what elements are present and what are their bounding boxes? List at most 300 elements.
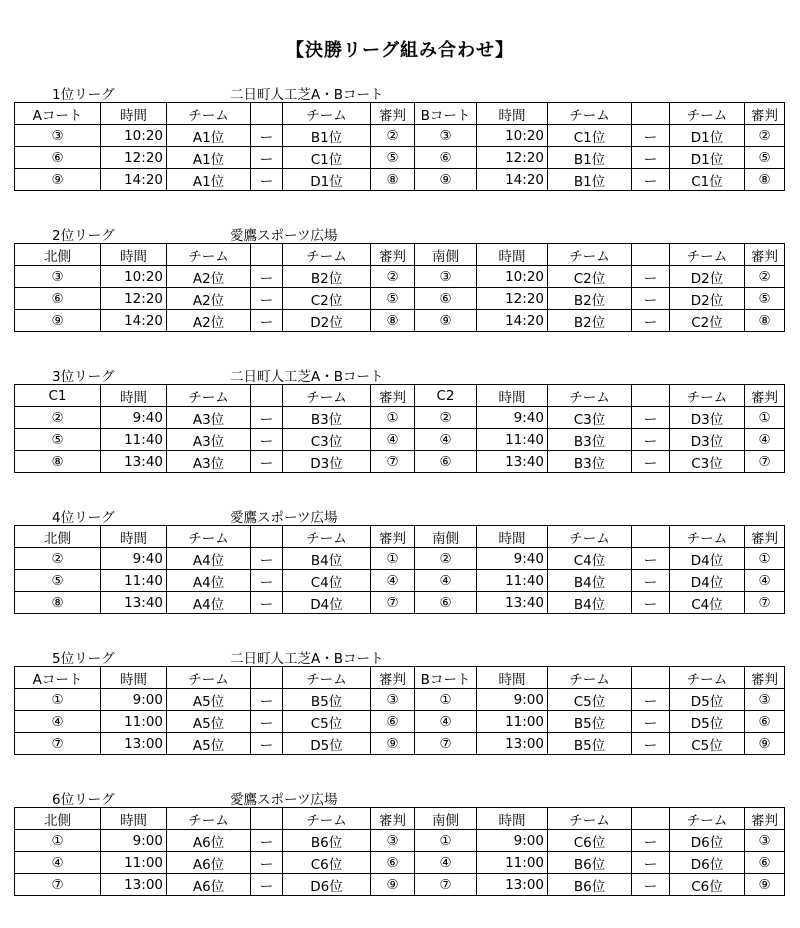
- match-cell: ④: [745, 570, 785, 592]
- time-cell: 12:20: [477, 147, 548, 169]
- venue-label: 愛鷹スポーツ広場: [230, 510, 338, 526]
- match-cell: ⑧: [371, 169, 415, 191]
- header-cell: 南側: [415, 244, 477, 266]
- match-cell: ー: [632, 548, 670, 570]
- header-cell: チーム: [167, 526, 251, 548]
- header-cell: 時間: [477, 808, 548, 830]
- schedule-table: [14, 102, 785, 191]
- match-cell: ー: [251, 592, 283, 614]
- time-cell: 11:40: [477, 570, 548, 592]
- match-row: [15, 874, 785, 896]
- time-cell: 11:00: [101, 852, 167, 874]
- match-cell: ⑦: [15, 874, 101, 896]
- match-cell: ⑧: [745, 169, 785, 191]
- match-cell: ④: [415, 429, 477, 451]
- header-cell: [632, 667, 670, 689]
- match-cell: D5位: [283, 733, 371, 755]
- match-cell: ③: [745, 689, 785, 711]
- header-cell: チーム: [670, 667, 745, 689]
- match-cell: B3位: [548, 429, 632, 451]
- match-cell: A4位: [167, 570, 251, 592]
- header-cell: [251, 667, 283, 689]
- match-cell: D4位: [670, 570, 745, 592]
- league-title: 5位リーグ: [52, 651, 115, 667]
- match-cell: ー: [632, 874, 670, 896]
- match-cell: C3位: [670, 451, 745, 473]
- match-cell: ー: [251, 310, 283, 332]
- header-cell: 南側: [415, 526, 477, 548]
- match-cell: ⑦: [745, 451, 785, 473]
- header-cell: 審判: [745, 385, 785, 407]
- match-cell: ③: [15, 125, 101, 147]
- header-cell: Bコート: [415, 103, 477, 125]
- match-cell: ⑤: [745, 288, 785, 310]
- match-cell: ⑤: [371, 288, 415, 310]
- header-cell: チーム: [548, 385, 632, 407]
- header-cell: 時間: [101, 667, 167, 689]
- match-cell: ー: [251, 689, 283, 711]
- venue-label: 二日町人工芝A・Bコート: [230, 369, 384, 385]
- match-cell: ー: [632, 689, 670, 711]
- time-cell: 11:00: [477, 711, 548, 733]
- match-cell: B6位: [283, 830, 371, 852]
- match-cell: ①: [371, 548, 415, 570]
- header-cell: 審判: [745, 526, 785, 548]
- time-cell: 11:40: [101, 570, 167, 592]
- time-cell: 14:20: [477, 169, 548, 191]
- header-cell: [251, 808, 283, 830]
- venue-label: 愛鷹スポーツ広場: [230, 792, 338, 808]
- match-cell: ー: [632, 711, 670, 733]
- match-cell: ー: [251, 570, 283, 592]
- header-cell: [632, 385, 670, 407]
- match-row: [15, 125, 785, 147]
- match-cell: ④: [415, 711, 477, 733]
- match-cell: ②: [15, 548, 101, 570]
- match-row: [15, 548, 785, 570]
- match-cell: B4位: [548, 570, 632, 592]
- match-cell: ⑨: [745, 733, 785, 755]
- match-cell: A3位: [167, 407, 251, 429]
- league-block: [14, 503, 784, 614]
- match-cell: B1位: [548, 147, 632, 169]
- time-cell: 14:20: [477, 310, 548, 332]
- time-cell: 10:20: [477, 125, 548, 147]
- match-cell: C3位: [548, 407, 632, 429]
- match-cell: C1位: [283, 147, 371, 169]
- header-cell: チーム: [283, 808, 371, 830]
- match-cell: A4位: [167, 548, 251, 570]
- header-cell: 審判: [371, 385, 415, 407]
- header-cell: 北側: [15, 526, 101, 548]
- league-title: 2位リーグ: [52, 228, 115, 244]
- header-cell: 審判: [745, 244, 785, 266]
- time-cell: 9:00: [101, 689, 167, 711]
- match-cell: ⑤: [15, 429, 101, 451]
- header-cell: Aコート: [15, 103, 101, 125]
- match-cell: ⑤: [745, 147, 785, 169]
- header-cell: チーム: [283, 385, 371, 407]
- header-row: [15, 103, 785, 125]
- match-cell: B3位: [548, 451, 632, 473]
- match-cell: ⑦: [745, 592, 785, 614]
- header-cell: [632, 244, 670, 266]
- match-cell: D1位: [670, 147, 745, 169]
- match-cell: C6位: [670, 874, 745, 896]
- match-cell: ①: [745, 407, 785, 429]
- header-cell: C2: [415, 385, 477, 407]
- match-cell: ー: [632, 592, 670, 614]
- match-cell: ⑦: [371, 592, 415, 614]
- match-cell: ー: [632, 169, 670, 191]
- header-cell: [251, 103, 283, 125]
- match-cell: D5位: [670, 689, 745, 711]
- header-cell: 審判: [371, 526, 415, 548]
- match-cell: B4位: [283, 548, 371, 570]
- match-cell: A2位: [167, 310, 251, 332]
- match-cell: ⑥: [15, 288, 101, 310]
- header-cell: 南側: [415, 808, 477, 830]
- match-cell: ②: [371, 266, 415, 288]
- match-cell: ー: [632, 429, 670, 451]
- match-cell: D5位: [670, 711, 745, 733]
- time-cell: 14:20: [101, 169, 167, 191]
- match-cell: ⑤: [15, 570, 101, 592]
- match-cell: D2位: [670, 266, 745, 288]
- match-cell: ー: [251, 429, 283, 451]
- match-cell: ー: [632, 310, 670, 332]
- header-row: [15, 808, 785, 830]
- match-cell: ー: [251, 125, 283, 147]
- match-cell: A2位: [167, 266, 251, 288]
- match-cell: ④: [745, 429, 785, 451]
- match-cell: ③: [371, 830, 415, 852]
- league-heading: [14, 785, 784, 807]
- match-cell: D1位: [670, 125, 745, 147]
- time-cell: 13:00: [101, 733, 167, 755]
- match-cell: C5位: [670, 733, 745, 755]
- match-cell: ー: [632, 852, 670, 874]
- header-cell: 時間: [477, 244, 548, 266]
- league-heading: [14, 644, 784, 666]
- match-cell: ①: [371, 407, 415, 429]
- header-cell: 審判: [371, 808, 415, 830]
- match-cell: A5位: [167, 689, 251, 711]
- time-cell: 9:40: [101, 548, 167, 570]
- league-heading: [14, 503, 784, 525]
- match-cell: ③: [415, 125, 477, 147]
- match-row: [15, 288, 785, 310]
- match-cell: ⑧: [15, 592, 101, 614]
- time-cell: 12:20: [101, 147, 167, 169]
- match-cell: ⑨: [415, 169, 477, 191]
- match-cell: B2位: [548, 288, 632, 310]
- match-row: [15, 266, 785, 288]
- header-cell: 北側: [15, 244, 101, 266]
- header-cell: 時間: [101, 808, 167, 830]
- header-cell: チーム: [548, 808, 632, 830]
- match-cell: ①: [745, 548, 785, 570]
- schedule-table: [14, 243, 785, 332]
- header-row: [15, 385, 785, 407]
- match-cell: ー: [632, 830, 670, 852]
- match-cell: C2位: [548, 266, 632, 288]
- match-cell: C5位: [548, 689, 632, 711]
- match-cell: ⑨: [415, 310, 477, 332]
- match-row: [15, 169, 785, 191]
- header-cell: [251, 385, 283, 407]
- match-cell: ④: [415, 852, 477, 874]
- match-row: [15, 592, 785, 614]
- match-cell: ②: [371, 125, 415, 147]
- header-cell: 審判: [745, 667, 785, 689]
- time-cell: 13:40: [101, 592, 167, 614]
- match-cell: ⑥: [415, 288, 477, 310]
- match-cell: ー: [632, 451, 670, 473]
- match-cell: ②: [745, 125, 785, 147]
- time-cell: 12:20: [477, 288, 548, 310]
- header-row: [15, 667, 785, 689]
- header-cell: チーム: [670, 103, 745, 125]
- match-cell: ⑨: [15, 310, 101, 332]
- header-cell: チーム: [670, 526, 745, 548]
- match-cell: ⑧: [745, 310, 785, 332]
- match-cell: D3位: [670, 429, 745, 451]
- match-cell: D3位: [283, 451, 371, 473]
- time-cell: 11:00: [477, 852, 548, 874]
- match-cell: D2位: [670, 288, 745, 310]
- match-cell: D4位: [670, 548, 745, 570]
- header-cell: [632, 103, 670, 125]
- match-cell: ⑥: [371, 852, 415, 874]
- league-block: [14, 80, 784, 191]
- header-cell: 時間: [477, 667, 548, 689]
- match-cell: ー: [251, 852, 283, 874]
- match-cell: A4位: [167, 592, 251, 614]
- venue-label: 二日町人工芝A・Bコート: [230, 651, 384, 667]
- header-cell: 時間: [477, 385, 548, 407]
- header-cell: チーム: [283, 526, 371, 548]
- match-row: [15, 830, 785, 852]
- match-cell: ⑦: [371, 451, 415, 473]
- match-cell: ①: [415, 830, 477, 852]
- match-cell: ⑧: [371, 310, 415, 332]
- time-cell: 9:40: [477, 407, 548, 429]
- header-cell: 時間: [477, 526, 548, 548]
- header-cell: チーム: [283, 667, 371, 689]
- match-cell: C3位: [283, 429, 371, 451]
- time-cell: 11:40: [101, 429, 167, 451]
- league-block: [14, 221, 784, 332]
- time-cell: 10:20: [101, 125, 167, 147]
- match-cell: D4位: [283, 592, 371, 614]
- header-cell: チーム: [548, 244, 632, 266]
- league-title: 4位リーグ: [52, 510, 115, 526]
- match-cell: C1位: [548, 125, 632, 147]
- match-cell: ④: [15, 852, 101, 874]
- match-cell: D3位: [670, 407, 745, 429]
- league-title: 3位リーグ: [52, 369, 115, 385]
- match-cell: ⑧: [15, 451, 101, 473]
- header-cell: チーム: [283, 244, 371, 266]
- match-cell: B6位: [548, 874, 632, 896]
- match-cell: A6位: [167, 852, 251, 874]
- match-cell: ー: [632, 125, 670, 147]
- match-cell: ⑥: [15, 147, 101, 169]
- match-cell: ②: [415, 407, 477, 429]
- match-cell: ー: [251, 288, 283, 310]
- match-cell: C5位: [283, 711, 371, 733]
- match-row: [15, 711, 785, 733]
- match-cell: ⑦: [415, 874, 477, 896]
- match-cell: ②: [415, 548, 477, 570]
- match-cell: D1位: [283, 169, 371, 191]
- match-cell: C1位: [670, 169, 745, 191]
- match-cell: B3位: [283, 407, 371, 429]
- match-cell: ⑤: [371, 147, 415, 169]
- header-cell: チーム: [548, 667, 632, 689]
- venue-label: 愛鷹スポーツ広場: [230, 228, 338, 244]
- match-cell: ⑥: [371, 711, 415, 733]
- match-cell: ー: [251, 407, 283, 429]
- match-cell: ⑨: [371, 733, 415, 755]
- match-row: [15, 147, 785, 169]
- match-cell: D6位: [670, 852, 745, 874]
- match-cell: B1位: [548, 169, 632, 191]
- header-cell: [251, 244, 283, 266]
- match-cell: ④: [415, 570, 477, 592]
- header-cell: 審判: [371, 103, 415, 125]
- venue-label: 二日町人工芝A・Bコート: [230, 87, 384, 103]
- match-row: [15, 310, 785, 332]
- match-cell: C6位: [548, 830, 632, 852]
- time-cell: 13:00: [477, 874, 548, 896]
- header-cell: チーム: [283, 103, 371, 125]
- header-cell: 時間: [477, 103, 548, 125]
- match-cell: A1位: [167, 169, 251, 191]
- schedule-table: [14, 666, 785, 755]
- match-cell: C2位: [670, 310, 745, 332]
- match-row: [15, 451, 785, 473]
- match-cell: A5位: [167, 711, 251, 733]
- header-cell: チーム: [167, 808, 251, 830]
- league-block: [14, 644, 784, 755]
- header-cell: Aコート: [15, 667, 101, 689]
- schedule-table: [14, 807, 785, 896]
- time-cell: 13:00: [477, 733, 548, 755]
- match-cell: B4位: [548, 592, 632, 614]
- time-cell: 14:20: [101, 310, 167, 332]
- match-cell: ②: [15, 407, 101, 429]
- time-cell: 11:40: [477, 429, 548, 451]
- match-cell: ー: [632, 733, 670, 755]
- header-row: [15, 244, 785, 266]
- header-cell: 時間: [101, 103, 167, 125]
- match-cell: ④: [371, 429, 415, 451]
- match-cell: D2位: [283, 310, 371, 332]
- match-cell: ー: [251, 830, 283, 852]
- header-cell: 時間: [101, 244, 167, 266]
- header-cell: [632, 808, 670, 830]
- match-cell: ー: [251, 711, 283, 733]
- match-cell: ④: [371, 570, 415, 592]
- match-cell: A6位: [167, 830, 251, 852]
- league-heading: [14, 80, 784, 102]
- match-cell: D6位: [670, 830, 745, 852]
- header-cell: チーム: [670, 244, 745, 266]
- match-cell: A3位: [167, 429, 251, 451]
- league-title: 1位リーグ: [52, 87, 115, 103]
- match-row: [15, 733, 785, 755]
- match-cell: A1位: [167, 125, 251, 147]
- match-cell: B5位: [548, 733, 632, 755]
- time-cell: 10:20: [477, 266, 548, 288]
- match-cell: A6位: [167, 874, 251, 896]
- match-cell: ー: [251, 548, 283, 570]
- match-cell: ⑥: [415, 451, 477, 473]
- match-cell: B5位: [283, 689, 371, 711]
- league-heading: [14, 362, 784, 384]
- match-cell: ー: [632, 266, 670, 288]
- header-row: [15, 526, 785, 548]
- match-cell: ー: [251, 451, 283, 473]
- match-cell: C4位: [670, 592, 745, 614]
- match-cell: ー: [632, 570, 670, 592]
- match-cell: C2位: [283, 288, 371, 310]
- match-cell: A2位: [167, 288, 251, 310]
- match-cell: B6位: [548, 852, 632, 874]
- time-cell: 9:00: [101, 830, 167, 852]
- match-cell: ④: [15, 711, 101, 733]
- time-cell: 9:40: [101, 407, 167, 429]
- header-cell: チーム: [167, 385, 251, 407]
- header-cell: Bコート: [415, 667, 477, 689]
- time-cell: 9:40: [477, 548, 548, 570]
- match-cell: A1位: [167, 147, 251, 169]
- match-cell: ⑥: [415, 147, 477, 169]
- time-cell: 9:00: [477, 830, 548, 852]
- header-cell: チーム: [167, 244, 251, 266]
- header-cell: 審判: [371, 667, 415, 689]
- match-cell: ①: [415, 689, 477, 711]
- time-cell: 9:00: [477, 689, 548, 711]
- match-cell: ー: [251, 874, 283, 896]
- league-heading: [14, 221, 784, 243]
- match-cell: ①: [15, 830, 101, 852]
- header-cell: チーム: [670, 808, 745, 830]
- match-cell: C6位: [283, 852, 371, 874]
- header-cell: [632, 526, 670, 548]
- match-cell: ③: [15, 266, 101, 288]
- time-cell: 13:40: [101, 451, 167, 473]
- match-cell: ⑦: [415, 733, 477, 755]
- league-block: [14, 362, 784, 473]
- match-cell: ③: [415, 266, 477, 288]
- header-cell: 審判: [745, 808, 785, 830]
- match-cell: B2位: [283, 266, 371, 288]
- match-cell: ⑥: [745, 852, 785, 874]
- match-cell: C4位: [548, 548, 632, 570]
- page-title: 【決勝リーグ組み合わせ】: [286, 40, 514, 61]
- header-cell: 北側: [15, 808, 101, 830]
- match-cell: ⑨: [371, 874, 415, 896]
- match-row: [15, 570, 785, 592]
- match-cell: A5位: [167, 733, 251, 755]
- time-cell: 13:40: [477, 592, 548, 614]
- schedule-table: [14, 525, 785, 614]
- match-cell: C4位: [283, 570, 371, 592]
- match-cell: ⑥: [745, 711, 785, 733]
